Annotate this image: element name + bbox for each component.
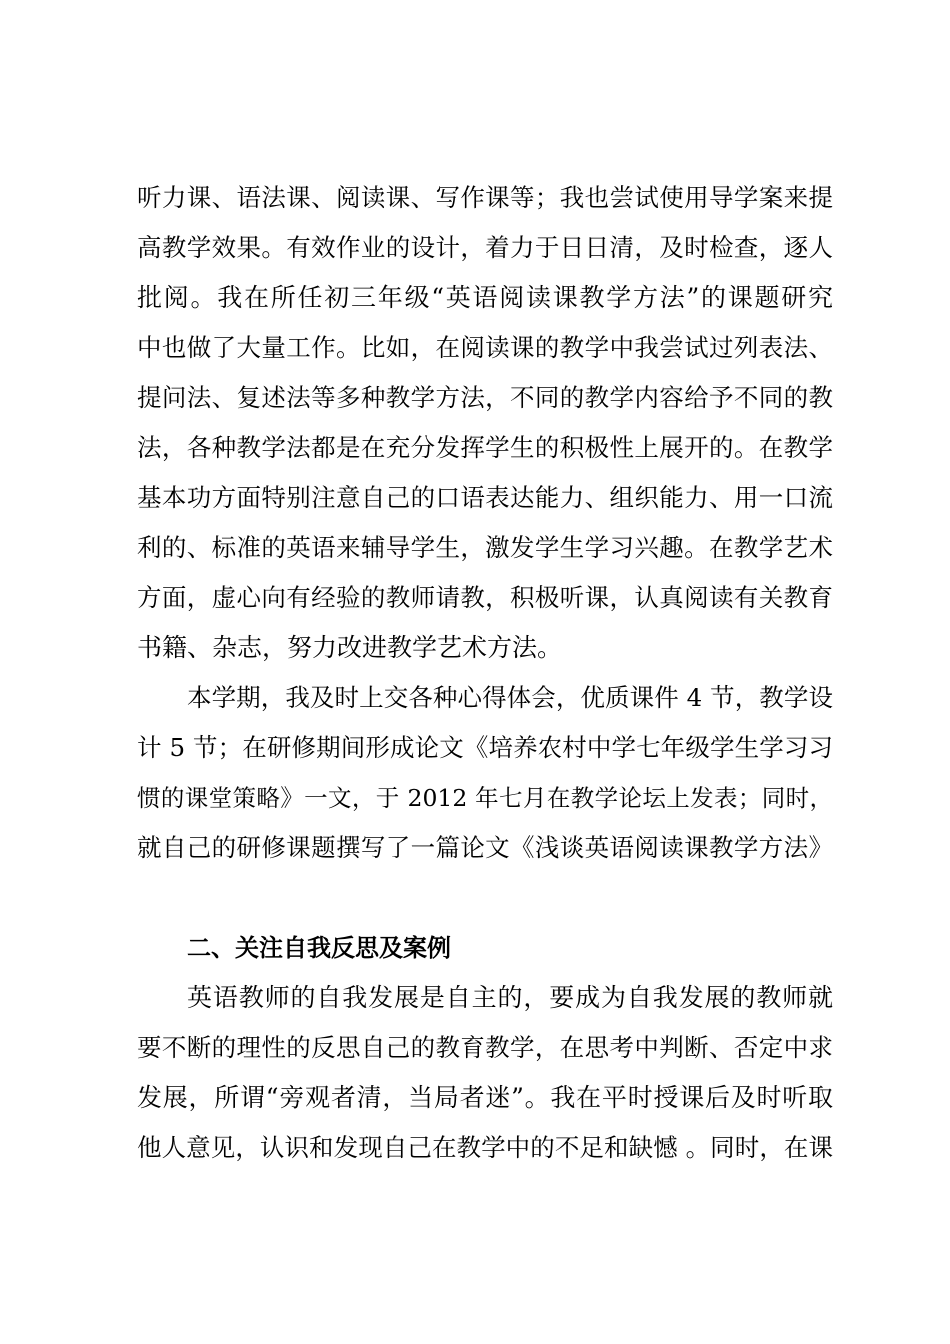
paragraph-2-line-3: 惯的课堂策略》一文，于 2012 年七月在教学论坛上发表；同时， [137, 784, 833, 812]
paragraph-1-line-2: 高教学效果。有效作业的设计，着力于日日清，及时检查，逐人 [137, 233, 833, 262]
paragraph-1-line-5: 提问法、复述法等多种教学方法，不同的教学内容给予不同的教 [137, 383, 833, 412]
paragraph-2-line-4: 就自己的研修课题撰写了一篇论文《浅谈英语阅读课教学方法》 [137, 833, 833, 862]
paragraph-3-line-2: 要不断的理性的反思自己的教育教学，在思考中判断、否定中求 [137, 1033, 833, 1062]
paragraph-1-line-6: 法，各种教学法都是在充分发挥学生的积极性上展开的。在教学 [137, 433, 833, 462]
section-heading: 二、关注自我反思及案例 [187, 934, 451, 962]
paragraph-1-line-9: 方面，虚心向有经验的教师请教，积极听课，认真阅读有关教育 [137, 583, 833, 612]
paragraph-1-line-10: 书籍、杂志，努力改进教学艺术方法。 [137, 633, 563, 662]
paragraph-3-line-3: 发展，所谓“旁观者清，当局者迷”。我在平时授课后及时听取 [137, 1083, 833, 1112]
paragraph-1-line-3: 批阅。我在所任初三年级“英语阅读课教学方法”的课题研究 [137, 283, 833, 312]
paragraph-3-line-1: 英语教师的自我发展是自主的，要成为自我发展的教师就 [187, 983, 833, 1012]
paragraph-1-line-8: 利的、标准的英语来辅导学生，激发学生学习兴趣。在教学艺术 [137, 533, 833, 562]
paragraph-3-line-4: 他人意见，认识和发现自己在教学中的不足和缺憾 。同时，在课 [137, 1133, 833, 1162]
paragraph-2-line-2: 计 5 节；在研修期间形成论文《培养农村中学七年级学生学习习 [137, 733, 833, 762]
paragraph-1-line-4: 中也做了大量工作。比如，在阅读课的教学中我尝试过列表法、 [137, 333, 833, 362]
paragraph-1-line-7: 基本功方面特别注意自己的口语表达能力、组织能力、用一口流 [137, 483, 833, 512]
paragraph-1-line-1: 听力课、语法课、阅读课、写作课等；我也尝试使用导学案来提 [137, 183, 833, 212]
paragraph-2-line-1: 本学期，我及时上交各种心得体会，优质课件 4 节，教学设 [187, 683, 833, 712]
